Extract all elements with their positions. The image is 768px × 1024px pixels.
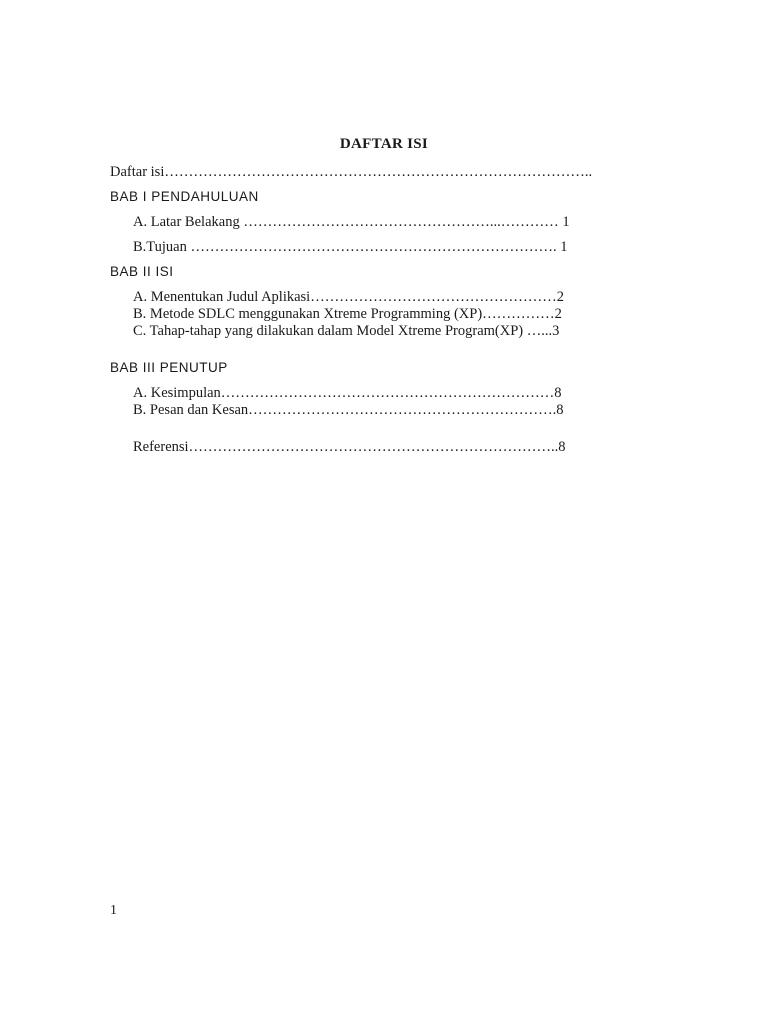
page-number: 1: [110, 903, 117, 918]
toc-chapter-1-heading: BAB I PENDAHULUAN: [110, 189, 259, 204]
toc-chapter-3-heading: BAB III PENUTUP: [110, 360, 228, 375]
toc-entry-latar-belakang: A. Latar Belakang ……………………………………………...………… 1: [133, 214, 570, 230]
toc-entry-referensi: Referensi…………………………………………………………………..8: [133, 439, 566, 455]
toc-entry-tahap-tahap: C. Tahap-tahap yang dilakukan dalam Model Xtreme Program(XP) …...3: [133, 323, 560, 339]
toc-entry-daftar-isi: Daftar isi……………………………………………………………………………..: [110, 164, 593, 180]
toc-entry-menentukan-judul: A. Menentukan Judul Aplikasi……………………………………………2: [133, 289, 564, 305]
page-title: DAFTAR ISI: [339, 136, 429, 152]
toc-chapter-2-heading: BAB II ISI: [110, 264, 174, 279]
toc-entry-tujuan: B.Tujuan …………………………………………………………………. 1: [133, 239, 568, 255]
toc-entry-pesan-kesan: B. Pesan dan Kesan……………………………………………………….8: [133, 402, 564, 418]
toc-entry-kesimpulan: A. Kesimpulan……………………………………………………………8: [133, 385, 562, 401]
toc-entry-metode-sdlc: B. Metode SDLC menggunakan Xtreme Programming (XP)……………2: [133, 306, 562, 322]
